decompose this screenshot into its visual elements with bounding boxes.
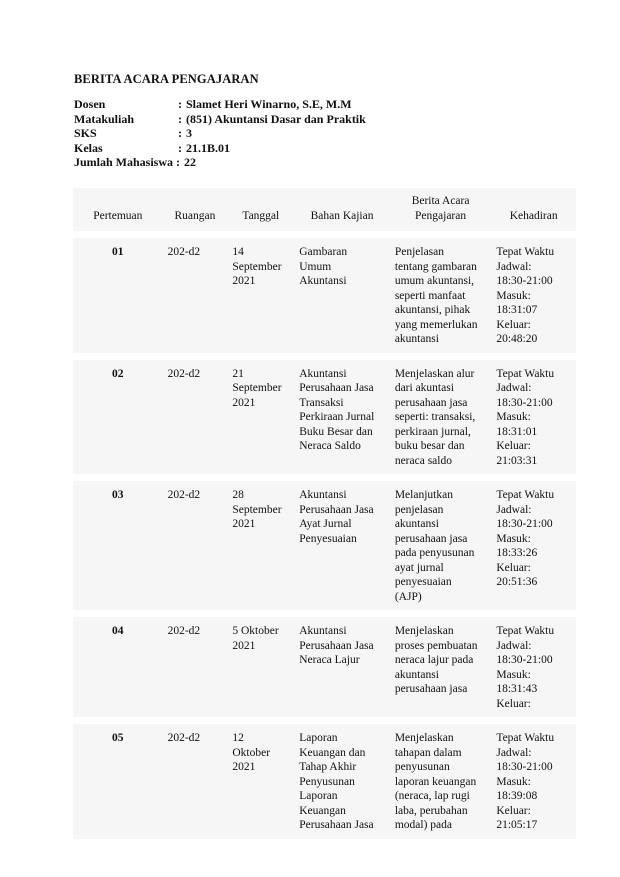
cell-tanggal-line: 14 (232, 246, 244, 258)
cell-berita-acara-line: tentang gambaran (394, 260, 477, 273)
cell-bahan-kajian-line: Transaksi (299, 396, 344, 409)
cell-kehadiran-line: 18:30-21:00 (496, 275, 553, 287)
table-row (73, 724, 576, 839)
cell-kehadiran (491, 481, 576, 610)
cell-berita-acara (390, 360, 492, 475)
cell-kehadiran-line: Tepat Waktu (496, 732, 555, 744)
cell-tanggal-line: September (232, 382, 282, 394)
cell-berita-acara-line: Menjelaskan alur (394, 367, 475, 380)
cell-tanggal (227, 238, 294, 353)
lecturer-value: Slamet Heri Winarno, S.E, M.M (186, 97, 352, 111)
separator: : (178, 111, 182, 126)
cell-berita-acara-line: akuntansi (394, 668, 439, 681)
course-value: (851) Akuntansi Dasar dan Praktik (186, 111, 366, 126)
cell-kehadiran-line: Keluar: (496, 697, 531, 710)
cell-berita-acara-line: tahapan dalam (394, 746, 462, 759)
cell-pertemuan: 01 (112, 246, 124, 258)
cell-berita-acara-line: seperti manfaat (394, 289, 466, 302)
header-pertemuan: Pertemuan (73, 188, 163, 231)
class-row (74, 141, 366, 156)
cell-berita-acara-line: neraca saldo (394, 454, 452, 467)
cell-berita-acara-line: akuntansi (394, 518, 439, 530)
cell-bahan-kajian-line: Keuangan (299, 804, 346, 817)
cell-kehadiran-line: Tepat Waktu (496, 625, 555, 637)
cell-kehadiran-line: 18:30-21:00 (496, 396, 553, 409)
cell-kehadiran-line: Keluar: (496, 318, 531, 331)
cell-bahan-kajian (294, 481, 390, 610)
cell-pertemuan: 03 (112, 489, 124, 501)
cell-bahan-kajian-line: Akuntansi (299, 275, 347, 287)
cell-berita-acara (390, 481, 492, 610)
cell-berita-acara (390, 724, 492, 839)
cell-bahan-kajian-line: Keuangan dan (299, 746, 366, 759)
cell-ruangan: 202-d2 (167, 367, 201, 380)
cell-bahan-kajian-line: Laporan (299, 790, 338, 802)
cell-kehadiran-line: Tepat Waktu (496, 246, 555, 258)
table-row (73, 617, 576, 717)
cell-kehadiran-line: 20:48:20 (496, 333, 538, 345)
cell-berita-acara-line: modal) pada (394, 819, 452, 831)
cell-berita-acara-line: seperti: transaksi, (394, 411, 476, 423)
cell-ruangan: 202-d2 (167, 489, 201, 501)
cell-pertemuan: 05 (112, 732, 124, 744)
cell-berita-acara-line: pada penyusunan (394, 547, 475, 559)
cell-kehadiran (491, 238, 576, 353)
cell-tanggal-line: 2021 (232, 639, 256, 652)
cell-pertemuan: 04 (112, 625, 124, 637)
student-count-label: Jumlah Mahasiswa (74, 155, 174, 169)
cell-bahan-kajian-line: Tahap Akhir (299, 761, 357, 773)
row-spacer (73, 610, 576, 617)
teaching-log-table (73, 188, 576, 839)
cell-berita-acara-line: akuntansi (394, 333, 439, 345)
cell-ruangan: 202-d2 (167, 732, 201, 744)
cell-kehadiran (491, 724, 576, 839)
cell-berita-acara-line: ayat jurnal (394, 561, 444, 574)
cell-bahan-kajian (294, 617, 390, 717)
document-title: BERITA ACARA PENGAJARAN (74, 72, 259, 86)
cell-berita-acara-line: penjelasan (394, 503, 444, 516)
cell-berita-acara-line: perusahaan jasa (394, 683, 468, 695)
cell-kehadiran-line: Keluar: (496, 804, 531, 817)
cell-bahan-kajian-line: Perkiraan Jurnal (299, 411, 375, 423)
header-berita-line1: Berita Acara (411, 195, 470, 207)
cell-berita-acara-line: Melanjutkan (394, 489, 453, 501)
cell-kehadiran-line: Masuk: (496, 289, 531, 302)
cell-kehadiran (491, 617, 576, 717)
cell-ruangan: 202-d2 (167, 625, 201, 637)
cell-kehadiran-line: Jadwal: (496, 639, 532, 652)
cell-berita-acara-line: perusahaan jasa (394, 532, 468, 545)
cell-kehadiran-line: Masuk: (496, 668, 531, 681)
separator: : (176, 155, 181, 169)
cell-bahan-kajian-line: Umum (299, 260, 332, 273)
cell-kehadiran-line: Jadwal: (496, 260, 532, 273)
row-spacer-cell (73, 353, 576, 360)
cell-kehadiran-line: 18:31:07 (496, 304, 538, 316)
cell-berita-acara-line: proses pembuatan (394, 639, 478, 652)
cell-bahan-kajian-line: Akuntansi (299, 367, 347, 380)
cell-bahan-kajian (294, 360, 390, 475)
cell-bahan-kajian-line: Akuntansi (299, 489, 347, 501)
cell-berita-acara-line: penyesuaian (394, 576, 452, 588)
cell-tanggal-line: September (232, 503, 282, 516)
course-info (74, 97, 366, 170)
cell-berita-acara-line: dari akuntasi (394, 382, 454, 394)
cell-berita-acara-line: perkiraan jurnal, (394, 425, 471, 438)
table-row (73, 360, 576, 475)
cell-tanggal (227, 360, 294, 475)
cell-kehadiran-line: 18:33:26 (496, 547, 538, 559)
cell-tanggal-line: September (232, 260, 282, 273)
header-bahan-kajian: Bahan Kajian (294, 188, 390, 231)
cell-tanggal (227, 617, 294, 717)
cell-kehadiran-line: Masuk: (496, 532, 531, 545)
class-value: 21.1B.01 (186, 140, 231, 155)
row-spacer (73, 474, 576, 481)
cell-bahan-kajian-line: Neraca Lajur (299, 654, 360, 666)
cell-kehadiran-line: Keluar: (496, 440, 531, 452)
cell-kehadiran-line: 20:51:36 (496, 576, 538, 588)
cell-bahan-kajian-line: Neraca Saldo (299, 440, 361, 452)
cell-berita-acara-line: (neraca, lap rugi (394, 790, 470, 802)
table-row (73, 238, 576, 353)
row-spacer-cell (73, 231, 576, 238)
row-spacer-cell (73, 474, 576, 481)
credits-value: 3 (186, 126, 192, 140)
cell-bahan-kajian (294, 724, 390, 839)
cell-kehadiran-line: Keluar: (496, 561, 531, 574)
cell-berita-acara-line: perusahaan jasa (394, 396, 468, 409)
cell-tanggal-line: 2021 (232, 761, 256, 773)
cell-bahan-kajian-line: Laporan (299, 732, 338, 744)
cell-tanggal-line: 5 Oktober (232, 625, 279, 637)
course-row (74, 112, 366, 127)
cell-tanggal-line: 21 (232, 367, 244, 380)
lecturer-label: Dosen (74, 97, 106, 111)
table-row (73, 481, 576, 610)
cell-kehadiran (491, 360, 576, 475)
cell-tanggal-line: 28 (232, 489, 244, 501)
cell-berita-acara-line: yang memerlukan (394, 318, 478, 331)
cell-kehadiran-line: Jadwal: (496, 503, 532, 516)
separator: : (178, 140, 182, 155)
cell-bahan-kajian-line: Penyesuaian (299, 532, 357, 545)
cell-bahan-kajian-line: Gambaran (299, 246, 348, 258)
cell-bahan-kajian-line: Perusahaan Jasa (299, 819, 374, 831)
cell-kehadiran-line: Tepat Waktu (496, 367, 555, 380)
lecturer-row (74, 97, 366, 112)
cell-tanggal-line: 2021 (232, 518, 256, 530)
cell-berita-acara (390, 617, 492, 717)
cell-berita-acara-line: umum akuntansi, (394, 275, 475, 287)
cell-ruangan: 202-d2 (167, 246, 201, 258)
cell-berita-acara-line: laporan keuangan (394, 775, 477, 788)
cell-tanggal (227, 481, 294, 610)
cell-kehadiran-line: 18:31:43 (496, 683, 538, 695)
course-label: Matakuliah (74, 111, 135, 126)
cell-kehadiran-line: 18:30-21:00 (496, 518, 553, 530)
cell-berita-acara-line: (AJP) (394, 590, 422, 603)
cell-berita-acara-line: buku besar dan (394, 440, 465, 452)
cell-tanggal-line: 2021 (232, 396, 256, 409)
cell-bahan-kajian-line: Perusahaan Jasa (299, 503, 374, 516)
cell-berita-acara-line: Menjelaskan (394, 732, 454, 744)
header-tanggal: Tanggal (227, 188, 294, 231)
cell-berita-acara (390, 238, 492, 353)
cell-berita-acara-line: laba, perubahan (394, 804, 468, 817)
cell-tanggal (227, 724, 294, 839)
cell-bahan-kajian-line: Perusahaan Jasa (299, 639, 374, 652)
cell-tanggal-line: 12 (232, 732, 244, 744)
row-spacer-cell (73, 717, 576, 724)
cell-kehadiran-line: 21:05:17 (496, 819, 538, 831)
cell-tanggal-line: 2021 (232, 275, 256, 287)
header-ruangan: Ruangan (163, 188, 228, 231)
credits-label: SKS (74, 126, 97, 140)
student-count-row (74, 155, 366, 170)
separator: : (178, 97, 182, 111)
cell-berita-acara-line: akuntansi, pihak (394, 304, 471, 316)
cell-kehadiran-line: Masuk: (496, 411, 531, 423)
cell-berita-acara-line: Penjelasan (394, 246, 445, 258)
cell-berita-acara-line: Menjelaskan (394, 625, 454, 637)
row-spacer (73, 717, 576, 724)
row-spacer (73, 353, 576, 360)
class-label: Kelas (74, 140, 103, 155)
cell-kehadiran-line: 18:30-21:00 (496, 654, 553, 666)
cell-kehadiran-line: 18:39:08 (496, 790, 538, 802)
cell-kehadiran-line: 18:31:01 (496, 425, 538, 438)
cell-kehadiran-line: Jadwal: (496, 746, 532, 759)
cell-bahan-kajian (294, 238, 390, 353)
cell-bahan-kajian-line: Akuntansi (299, 625, 347, 637)
table-header-row (73, 188, 576, 231)
cell-kehadiran-line: Jadwal: (496, 382, 532, 394)
cell-pertemuan: 02 (112, 367, 124, 380)
header-kehadiran: Kehadiran (491, 188, 576, 231)
cell-bahan-kajian-line: Penyusunan (299, 775, 355, 788)
cell-kehadiran-line: Tepat Waktu (496, 489, 555, 501)
row-spacer-cell (73, 610, 576, 617)
cell-berita-acara-line: penyusunan (394, 761, 450, 773)
student-count-value: 22 (184, 155, 197, 169)
cell-kehadiran-line: 21:03:31 (496, 454, 538, 467)
cell-kehadiran-line: Masuk: (496, 775, 531, 788)
header-berita-acara (390, 188, 492, 231)
cell-bahan-kajian-line: Ayat Jurnal (299, 518, 352, 530)
cell-bahan-kajian-line: Perusahaan Jasa (299, 382, 374, 394)
cell-berita-acara-line: neraca lajur pada (394, 654, 474, 666)
separator: : (178, 126, 182, 140)
header-berita-line2: Pengajaran (415, 209, 467, 222)
cell-kehadiran-line: 18:30-21:00 (496, 761, 553, 773)
credits-row (74, 126, 366, 141)
cell-tanggal-line: Oktober (232, 746, 271, 759)
row-spacer (73, 231, 576, 238)
cell-bahan-kajian-line: Buku Besar dan (299, 425, 373, 438)
